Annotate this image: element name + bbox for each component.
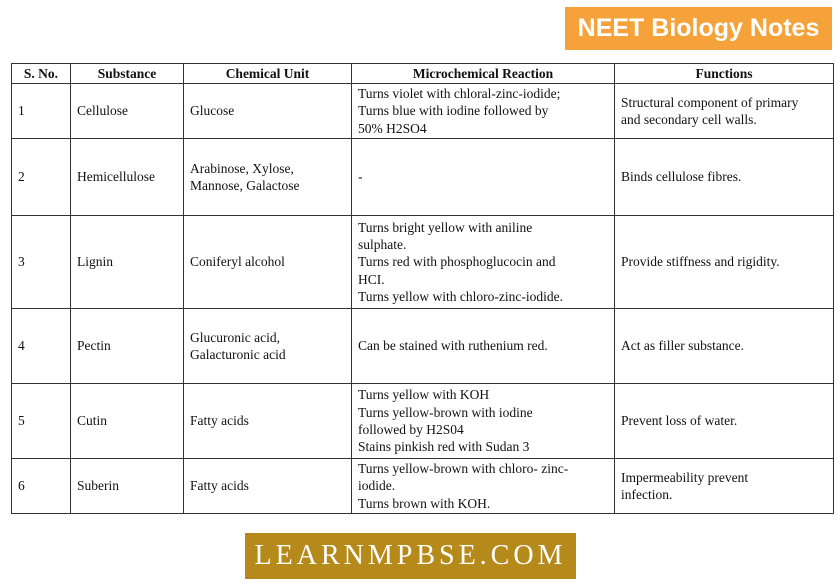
cell-chemical-unit-line: Coniferyl alcohol [190,254,285,270]
cell-microchemical-reaction-line: Stains pinkish red with Sudan 3 [358,439,530,455]
table-row [12,309,834,384]
header-functions: Functions [615,64,834,84]
header-microchemical-reaction: Microchemical Reaction [352,64,615,84]
cell-functions-line: infection. [621,487,673,502]
table-row [12,139,834,216]
learnmpbse-watermark: LEARNMPBSE.COM [245,533,576,579]
cell-microchemical-reaction-line: iodide. [358,478,396,494]
neet-biology-notes-banner: NEET Biology Notes [565,7,832,50]
cell-wall-substances-table [11,63,834,514]
cell-functions [615,139,834,216]
cell-microchemical-reaction [352,216,615,309]
header-s-no: S. No. [12,64,71,84]
cell-functions-line: Structural component of primary [621,94,799,110]
cell-microchemical-reaction-line: Turns brown with KOH. [358,495,491,511]
cell-functions-line: Impermeability prevent [621,469,749,485]
cell-microchemical-reaction-line: Turns yellow with chloro-zinc-iodide. [358,288,563,304]
cell-chemical-unit-line: Glucose [190,103,235,119]
cell-chemical-unit [184,309,352,384]
cell-substance: Hemicellulose [71,139,184,216]
cell-chemical-unit [184,139,352,216]
cell-functions-line: and secondary cell walls. [621,112,757,127]
cell-chemical-unit-line: Arabinose, Xylose, [190,160,294,176]
cell-microchemical-reaction-line: Turns yellow-brown with iodine [358,404,533,420]
header-substance: Substance [71,64,184,84]
cell-functions-line: Act as filler substance. [621,338,744,354]
cell-microchemical-reaction-line: followed by H2S04 [358,422,464,437]
table-header-row [12,64,834,84]
cell-chemical-unit [184,84,352,139]
header-chemical-unit: Chemical Unit [184,64,352,84]
cell-microchemical-reaction [352,84,615,139]
cell-microchemical-reaction-line: HCI. [358,271,385,287]
cell-functions-line: Prevent loss of water. [621,413,738,429]
cell-functions [615,384,834,459]
cell-chemical-unit-line: Fatty acids [190,478,249,494]
cell-microchemical-reaction-line: Turns blue with iodine followed by [358,103,549,119]
cell-microchemical-reaction-line: Turns yellow-brown with chloro- zinc- [358,461,569,477]
cell-microchemical-reaction-line: Turns violet with chloral-zinc-iodide; [358,86,561,102]
table-row [12,84,834,139]
cell-substance: Lignin [71,216,184,309]
cell-microchemical-reaction-line: 50% H2SO4 [358,120,427,136]
cell-s-no: 4 [12,309,71,384]
cell-chemical-unit-line: Galacturonic acid [190,347,286,362]
cell-microchemical-reaction-line: Turns yellow with KOH [358,387,490,403]
table-body [12,84,834,514]
cell-functions-line: Binds cellulose fibres. [621,169,742,185]
table-row [12,216,834,309]
cell-microchemical-reaction [352,139,615,216]
cell-s-no: 2 [12,139,71,216]
cell-substance: Cutin [71,384,184,459]
cell-functions [615,216,834,309]
cell-functions-line: Provide stiffness and rigidity. [621,254,780,270]
cell-substance: Suberin [71,459,184,514]
cell-s-no: 6 [12,459,71,514]
cell-chemical-unit [184,216,352,309]
cell-substance: Cellulose [71,84,184,139]
cell-microchemical-reaction-line: Can be stained with ruthenium red. [358,338,548,354]
cell-microchemical-reaction [352,309,615,384]
cell-chemical-unit [184,384,352,459]
cell-functions [615,309,834,384]
table-row [12,384,834,459]
cell-s-no: 3 [12,216,71,309]
cell-functions [615,459,834,514]
cell-microchemical-reaction-line: Turns bright yellow with aniline [358,219,533,235]
cell-microchemical-reaction [352,459,615,514]
cell-s-no: 1 [12,84,71,139]
cell-chemical-unit [184,459,352,514]
cell-functions [615,84,834,139]
cell-chemical-unit-line: Fatty acids [190,413,249,429]
cell-microchemical-reaction-line: Turns red with phosphoglucocin and [358,254,556,270]
cell-chemical-unit-line: Glucuronic acid, [190,329,280,345]
cell-chemical-unit-line: Mannose, Galactose [190,178,300,193]
cell-microchemical-reaction-line: sulphate. [358,237,407,253]
table-row [12,459,834,514]
cell-microchemical-reaction [352,384,615,459]
cell-microchemical-reaction-line: - [358,169,363,185]
cell-substance: Pectin [71,309,184,384]
cell-s-no: 5 [12,384,71,459]
